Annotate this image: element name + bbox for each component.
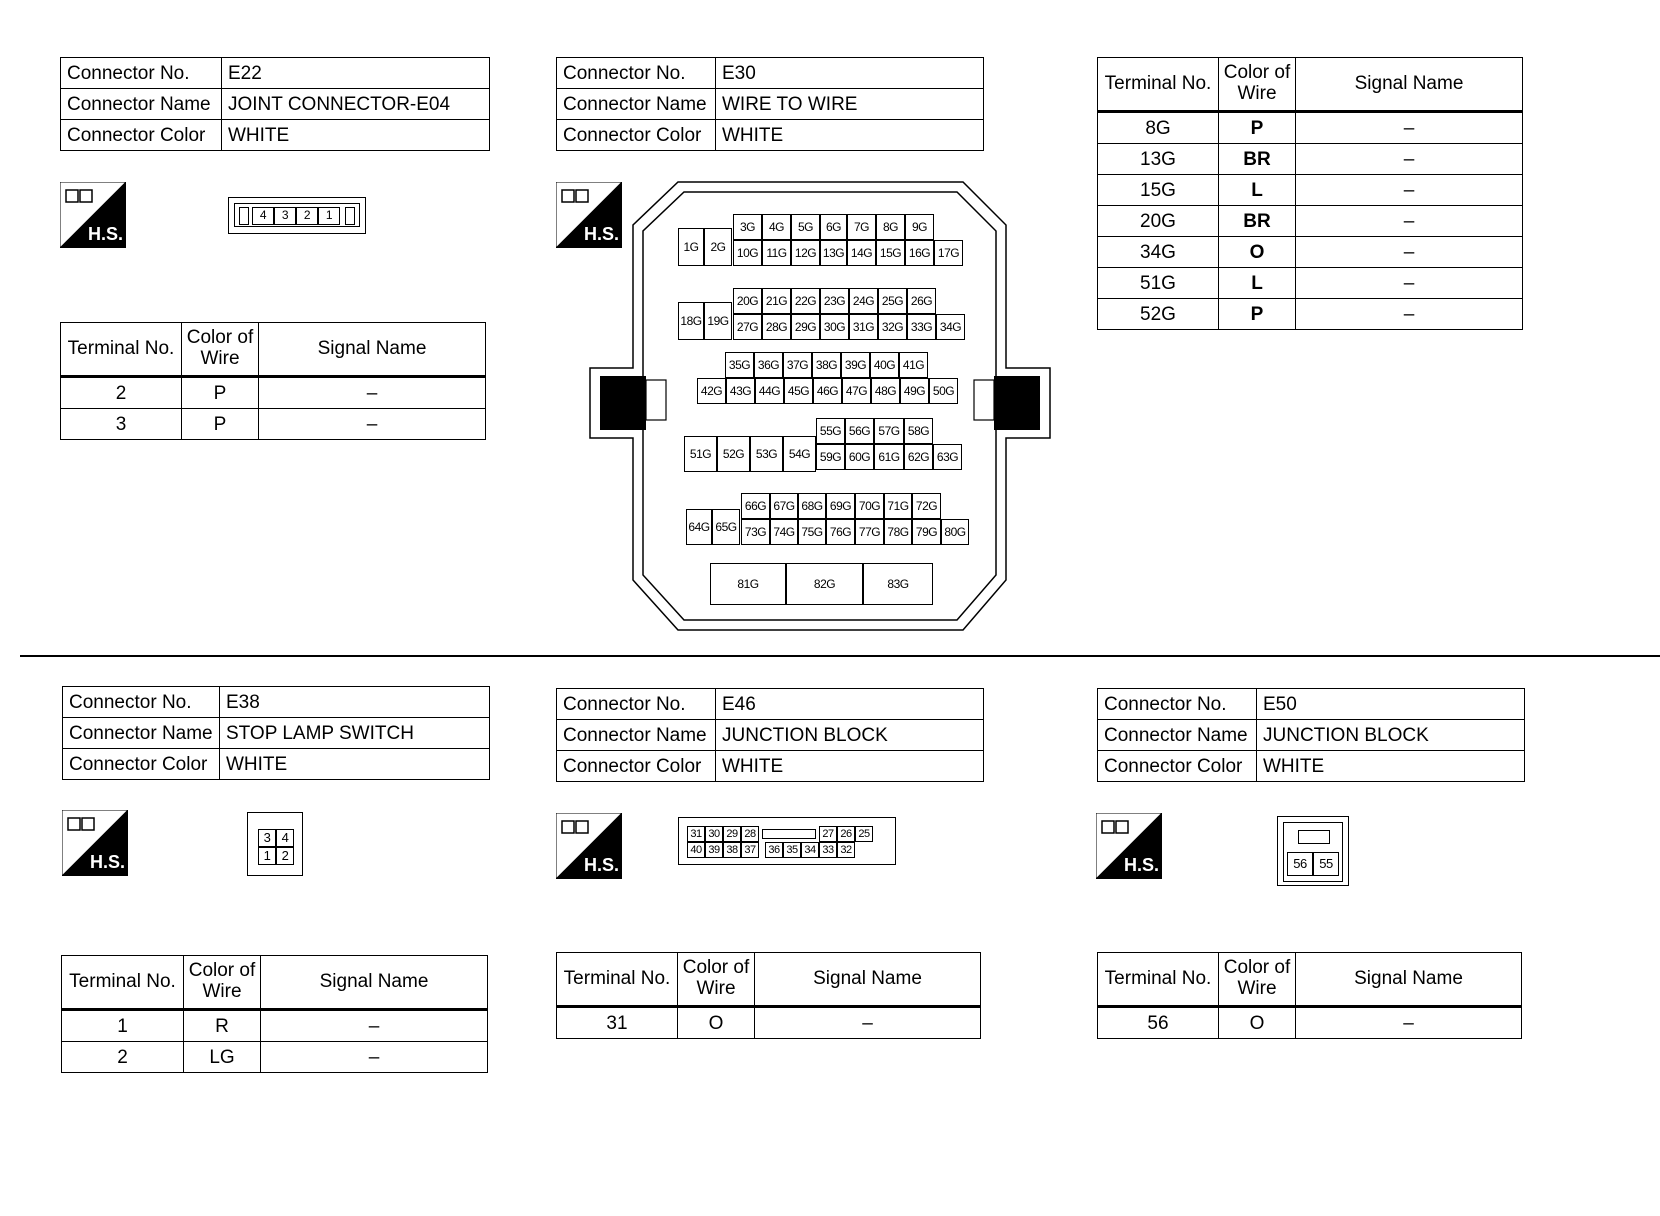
pin: 41G [899, 352, 928, 378]
label-connector-color: Connector Color [63, 749, 220, 780]
pin: 36G [754, 352, 783, 378]
pin: 18G [678, 302, 704, 340]
label-connector-no: Connector No. [557, 58, 716, 89]
pin-e22-3: 3 [274, 207, 296, 225]
pin: 10G [733, 240, 762, 266]
label-connector-color: Connector Color [557, 120, 716, 151]
pin: 33G [907, 314, 936, 340]
pin: 25 [855, 826, 873, 842]
header-color-of-wire: Color of Wire [184, 956, 261, 1010]
pin: 58G [904, 418, 933, 444]
terminal-table-e50 [1097, 952, 1522, 1039]
pin: 30 [705, 826, 723, 842]
pin: 40G [870, 352, 899, 378]
pin: 46G [813, 378, 842, 404]
pin: 37G [783, 352, 812, 378]
pin: 54G [783, 436, 816, 472]
table-row: 2 LG – [62, 1042, 488, 1073]
connector-color-value: WHITE [222, 120, 490, 151]
pin: 28G [762, 314, 791, 340]
connector-name-value: STOP LAMP SWITCH [220, 718, 490, 749]
pin: 14G [847, 240, 876, 266]
pin: 31 [687, 826, 705, 842]
connector-info-e46 [556, 688, 984, 782]
pin: 76G [826, 519, 855, 545]
connector-no-value: E46 [716, 689, 984, 720]
pin: 73G [741, 519, 770, 545]
pin-e22-1: 1 [318, 207, 340, 225]
pin: 68G [798, 493, 826, 519]
connector-info-e38 [62, 686, 490, 780]
label-connector-no: Connector No. [61, 58, 222, 89]
connector-face-e50 [1277, 816, 1349, 886]
pin: 25G [878, 288, 907, 314]
terminal-table-e22 [60, 322, 486, 440]
header-signal-name: Signal Name [259, 323, 486, 377]
table-row: 2 P – [61, 377, 486, 409]
pin: 3G [733, 214, 762, 240]
table-row: 8G P – [1098, 112, 1523, 144]
header-terminal-no: Terminal No. [557, 953, 678, 1007]
harness-side-icon [1096, 813, 1162, 879]
connector-no-value: E50 [1257, 689, 1525, 720]
connector-no-value: E38 [220, 687, 490, 718]
pin: 71G [884, 493, 912, 519]
header-terminal-no: Terminal No. [62, 956, 184, 1010]
pin: 48G [871, 378, 900, 404]
pin: 38G [812, 352, 841, 378]
harness-side-icon [556, 813, 622, 879]
label-connector-no: Connector No. [1098, 689, 1257, 720]
pin: 83G [863, 563, 933, 605]
label-connector-name: Connector Name [63, 718, 220, 749]
pin: 16G [905, 240, 934, 266]
header-color-of-wire: Color of Wire [182, 323, 259, 377]
pin: 56G [845, 418, 874, 444]
header-signal-name: Signal Name [755, 953, 981, 1007]
pin: 51G [684, 436, 717, 472]
pin: 11G [762, 240, 791, 266]
pin: 78G [884, 519, 912, 545]
pin: 2G [704, 228, 732, 266]
header-signal-name: Signal Name [261, 956, 488, 1010]
pin: 60G [845, 444, 874, 470]
key-slot [762, 829, 816, 839]
pin-e38-4: 4 [276, 829, 294, 847]
pin: 67G [770, 493, 798, 519]
pin: 19G [704, 302, 732, 340]
section-divider [20, 655, 1660, 657]
connector-info-e50 [1097, 688, 1525, 782]
connector-face-e46 [678, 817, 896, 865]
terminal-table-e38 [61, 955, 488, 1073]
pin: 7G [847, 214, 876, 240]
pin: 27 [819, 826, 837, 842]
table-row: 15G L – [1098, 175, 1523, 206]
table-row: 20G BR – [1098, 206, 1523, 237]
label-connector-name: Connector Name [557, 720, 716, 751]
pin: 81G [710, 563, 786, 605]
header-terminal-no: Terminal No. [1098, 58, 1219, 112]
pin: 61G [874, 444, 904, 470]
svg-text:H.S.: H.S. [584, 855, 620, 875]
label-connector-color: Connector Color [61, 120, 222, 151]
connector-name-value: JUNCTION BLOCK [716, 720, 984, 751]
pin-e38-1: 1 [258, 847, 276, 865]
label-connector-color: Connector Color [557, 751, 716, 782]
pin: 52G [717, 436, 750, 472]
pin: 80G [941, 519, 969, 545]
pin: 34 [801, 842, 819, 858]
pin: 13G [820, 240, 847, 266]
connector-color-value: WHITE [716, 120, 984, 151]
pin: 22G [791, 288, 820, 314]
pin: 39G [841, 352, 870, 378]
pin: 57G [874, 418, 904, 444]
pin: 38 [723, 842, 741, 858]
label-connector-name: Connector Name [61, 89, 222, 120]
pin: 79G [912, 519, 941, 545]
table-row: 13G BR – [1098, 144, 1523, 175]
header-terminal-no: Terminal No. [1098, 953, 1219, 1007]
pin: 31G [849, 314, 878, 340]
connector-no-value: E22 [222, 58, 490, 89]
connector-info-e22 [60, 57, 490, 151]
pin: 40 [687, 842, 705, 858]
pin: 74G [770, 519, 798, 545]
pin: 29 [723, 826, 741, 842]
pin-e22-4: 4 [252, 207, 274, 225]
harness-side-icon [60, 182, 126, 248]
pin: 32 [837, 842, 855, 858]
connector-no-value: E30 [716, 58, 984, 89]
connector-color-value: WHITE [716, 751, 984, 782]
label-connector-color: Connector Color [1098, 751, 1257, 782]
connector-name-value: JOINT CONNECTOR-E04 [222, 89, 490, 120]
key-slot [1298, 830, 1330, 844]
terminal-table-e46 [556, 952, 981, 1039]
pin: 49G [900, 378, 929, 404]
pin: 36 [765, 842, 783, 858]
connector-color-value: WHITE [1257, 751, 1525, 782]
pin: 59G [816, 444, 845, 470]
pin: 55G [816, 418, 845, 444]
table-row: 51G L – [1098, 268, 1523, 299]
connector-name-value: WIRE TO WIRE [716, 89, 984, 120]
pin: 30G [820, 314, 849, 340]
table-row: 52G P – [1098, 299, 1523, 330]
pin: 15G [876, 240, 905, 266]
pin: 21G [762, 288, 791, 314]
pin: 82G [786, 563, 863, 605]
pin: 4G [762, 214, 791, 240]
pin: 34G [936, 314, 965, 340]
connector-name-value: JUNCTION BLOCK [1257, 720, 1525, 751]
pin: 42G [697, 378, 726, 404]
pin: 43G [726, 378, 755, 404]
label-connector-no: Connector No. [63, 687, 220, 718]
header-signal-name: Signal Name [1296, 58, 1523, 112]
table-row: 3 P – [61, 409, 486, 440]
hs-badge-text: H.S. [88, 224, 124, 244]
svg-text:H.S.: H.S. [1124, 855, 1160, 875]
pin: 8G [876, 214, 905, 240]
svg-text:H.S.: H.S. [90, 852, 126, 872]
label-connector-name: Connector Name [557, 89, 716, 120]
table-row: 31 O – [557, 1007, 981, 1039]
pin: 77G [855, 519, 884, 545]
pin: 35 [783, 842, 801, 858]
pin: 12G [791, 240, 820, 266]
connector-face-e38 [247, 812, 303, 876]
header-terminal-no: Terminal No. [61, 323, 182, 377]
pin: 23G [820, 288, 849, 314]
pin: 70G [855, 493, 884, 519]
pin: 72G [912, 493, 941, 519]
pin: 37 [741, 842, 759, 858]
pin-e50-56: 56 [1287, 852, 1313, 876]
pin: 75G [798, 519, 826, 545]
pin: 50G [929, 378, 958, 404]
pin: 69G [826, 493, 855, 519]
header-color-of-wire: Color of Wire [1219, 953, 1296, 1007]
pin: 20G [733, 288, 762, 314]
pin: 47G [842, 378, 871, 404]
header-color-of-wire: Color of Wire [1219, 58, 1296, 112]
pin: 27G [733, 314, 762, 340]
pin: 28 [741, 826, 759, 842]
pin: 29G [791, 314, 820, 340]
connector-info-e30 [556, 57, 984, 151]
pin: 1G [678, 228, 704, 266]
pin: 63G [933, 444, 962, 470]
pin: 53G [750, 436, 783, 472]
table-row: 1 R – [62, 1010, 488, 1042]
pin: 17G [934, 240, 963, 266]
pin: 6G [820, 214, 847, 240]
pin: 5G [791, 214, 820, 240]
pin: 44G [755, 378, 784, 404]
pin: 26G [907, 288, 936, 314]
pin: 66G [741, 493, 770, 519]
pin-e50-55: 55 [1313, 852, 1339, 876]
header-color-of-wire: Color of Wire [678, 953, 755, 1007]
connector-color-value: WHITE [220, 749, 490, 780]
terminal-table-e30 [1097, 57, 1523, 330]
pin: 33 [819, 842, 837, 858]
pin: 26 [837, 826, 855, 842]
pin: 35G [725, 352, 754, 378]
pin: 64G [686, 509, 712, 545]
connector-face-e22 [228, 197, 366, 234]
pin: 24G [849, 288, 878, 314]
table-row: 34G O – [1098, 237, 1523, 268]
harness-side-icon [62, 810, 128, 876]
pin: 62G [904, 444, 933, 470]
pin-e38-2: 2 [276, 847, 294, 865]
pin-e22-2: 2 [296, 207, 318, 225]
pin: 65G [712, 509, 740, 545]
label-connector-no: Connector No. [557, 689, 716, 720]
pin: 9G [905, 214, 934, 240]
pin: 39 [705, 842, 723, 858]
svg-text:H.S.: H.S. [584, 224, 620, 244]
pin-e38-3: 3 [258, 829, 276, 847]
table-row: 56 O – [1098, 1007, 1522, 1039]
pin: 45G [784, 378, 813, 404]
pin: 32G [878, 314, 907, 340]
label-connector-name: Connector Name [1098, 720, 1257, 751]
header-signal-name: Signal Name [1296, 953, 1522, 1007]
